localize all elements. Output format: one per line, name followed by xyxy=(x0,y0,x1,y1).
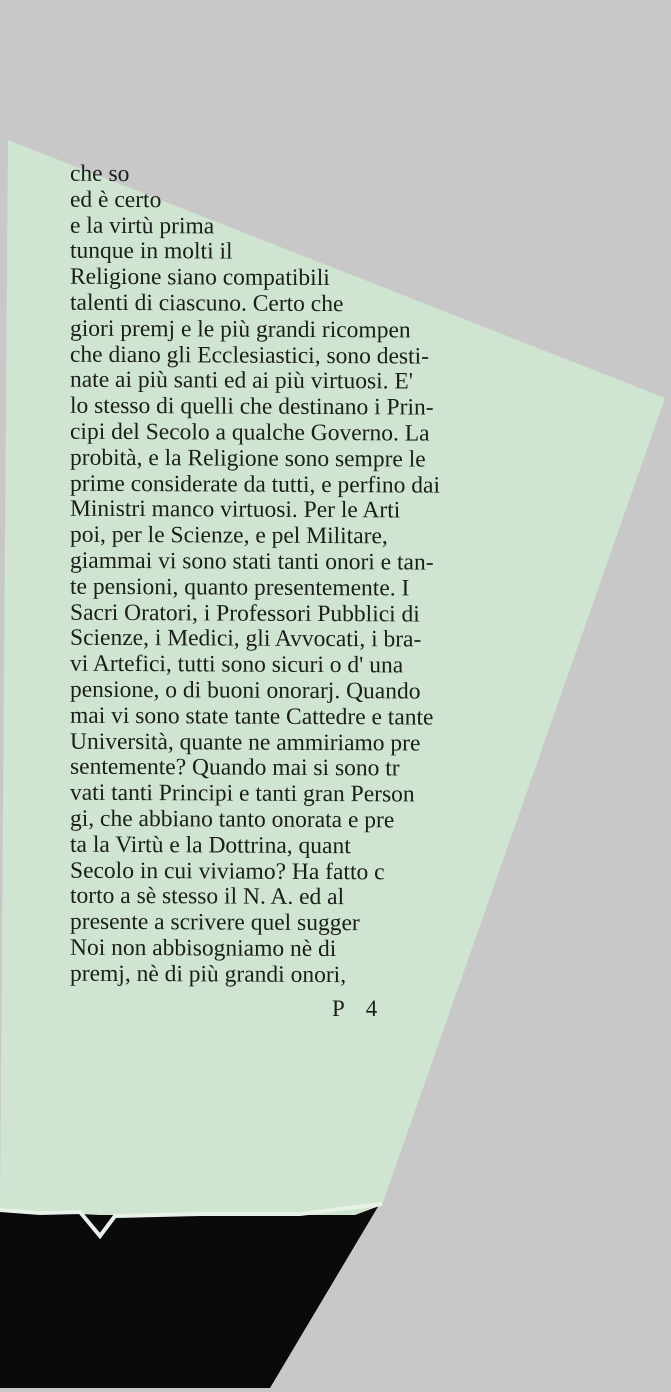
text-line: ed è certo xyxy=(70,186,162,213)
text-line: che so xyxy=(70,160,130,188)
text-line: Sacri Oratori, i Professori Pubblici di xyxy=(70,599,420,628)
text-line: gi, che abbiano tanto onorata e pre xyxy=(70,805,395,834)
text-line: prime considerate da tutti, e perfino dai xyxy=(70,470,440,499)
text-line: ta la Virtù e la Dottrina, quant xyxy=(70,831,351,859)
text-line: Religione siano compatibili xyxy=(70,263,330,292)
text-line: Secolo in cui viviamo? Ha fatto c xyxy=(70,857,385,885)
text-line: presente a scrivere quel sugger xyxy=(70,908,360,937)
text-line: Scienze, i Medici, gli Avvocati, i bra- xyxy=(70,625,422,653)
text-line: premj, nè di più grandi onori, xyxy=(70,960,347,988)
text-line: Ministri manco virtuosi. Per le Arti xyxy=(70,496,401,524)
text-line: mai vi sono state tante Cattedre e tante xyxy=(70,702,434,731)
text-line: tunque in molti il xyxy=(70,238,233,265)
text-line: giammai vi sono stati tanti onori e tan- xyxy=(70,547,434,576)
text-line: torto a sè stesso il N. A. ed al xyxy=(70,883,345,911)
text-line: nate ai più santi ed ai più virtuosi. E' xyxy=(70,367,413,395)
text-line: te pensioni, quanto presentemente. I xyxy=(70,573,410,602)
text-line: lo stesso di quelli che destinano i Prin- xyxy=(70,392,434,421)
text-line: sentemente? Quando mai si sono tr xyxy=(70,754,400,782)
text-line: e la virtù prima xyxy=(70,212,215,240)
page-text xyxy=(70,162,570,990)
text-line: talenti di ciascuno. Certo che xyxy=(70,289,344,318)
text-line: giori premj e le più grandi ricompen xyxy=(70,315,411,344)
text-line: che diano gli Ecclesiastici, sono desti- xyxy=(70,341,429,370)
text-line: vi Artefici, tutti sono sicuri o d' una xyxy=(70,650,404,679)
text-line: Noi non abbisogniamo nè di xyxy=(70,934,337,962)
text-line: vati tanti Principi e tanti gran Person xyxy=(70,779,415,808)
text-line: pensione, o di buoni onorarj. Quando xyxy=(70,676,421,705)
text-line: probità, e la Religione sono sempre le xyxy=(70,444,426,473)
signature-mark: P 4 xyxy=(332,996,386,1021)
text-line: Università, quante ne ammiriamo pre xyxy=(70,728,421,757)
text-line: cipi del Secolo a qualche Governo. La xyxy=(70,418,430,447)
text-line: poi, per le Scienze, e pel Militare, xyxy=(70,521,388,550)
